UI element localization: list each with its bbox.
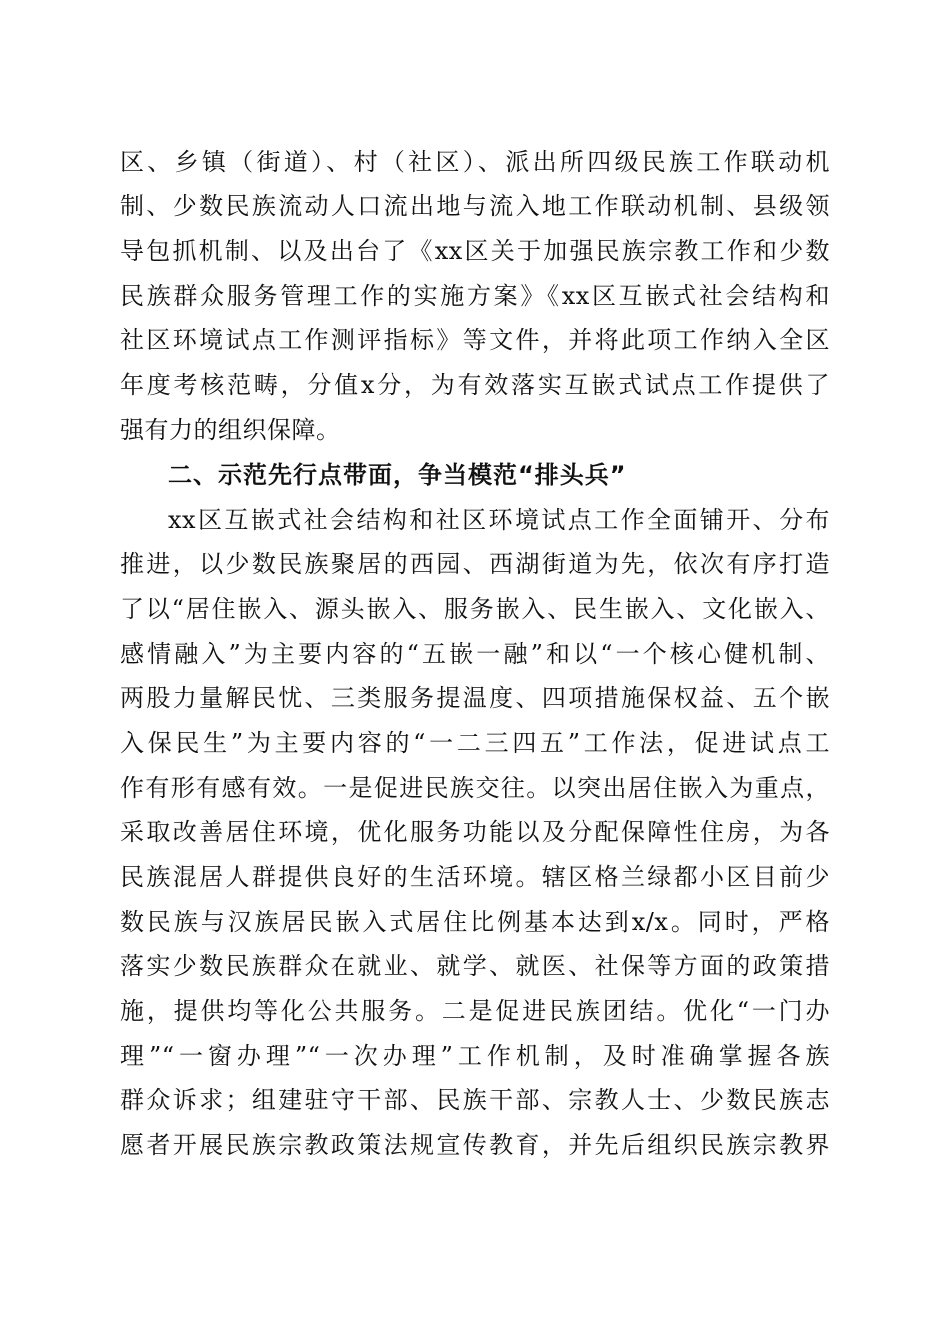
paragraph-2-line: 采取改善居住环境，优化服务功能以及分配保障性住房，为各 [120, 818, 830, 846]
paragraph-2-line: 了以“居住嵌入、源头嵌入、服务嵌入、民生嵌入、文化嵌入、 [120, 595, 830, 623]
paragraph-1-line: 区、乡镇（街道）、村（社区）、派出所四级民族工作联动机 [120, 148, 830, 176]
paragraph-2-line: xx区互嵌式社会结构和社区环境试点工作全面铺开、分布 [168, 506, 830, 534]
paragraph-2-line: 施，提供均等化公共服务。二是促进民族团结。优化“一门办 [120, 997, 830, 1025]
paragraph-2-line: 作有形有感有效。一是促进民族交往。以突出居住嵌入为重点， [120, 774, 830, 802]
section-heading: 二、示范先行点带面，争当模范“排头兵” [168, 461, 627, 489]
paragraph-2-line: 数民族与汉族居民嵌入式居住比例基本达到x/x。同时，严格 [120, 908, 830, 936]
paragraph-1-line: 民族群众服务管理工作的实施方案》《xx区互嵌式社会结构和 [120, 282, 830, 310]
paragraph-2-line: 落实少数民族群众在就业、就学、就医、社保等方面的政策措 [120, 952, 830, 980]
paragraph-1-line: 社区环境试点工作测评指标》等文件，并将此项工作纳入全区 [120, 326, 830, 354]
paragraph-1-line: 制、少数民族流动人口流出地与流入地工作联动机制、县级领 [120, 192, 830, 220]
paragraph-2-line: 群众诉求；组建驻守干部、民族干部、宗教人士、少数民族志 [120, 1086, 830, 1114]
paragraph-2-line: 民族混居人群提供良好的生活环境。辖区格兰绿都小区目前少 [120, 863, 830, 891]
paragraph-1-line: 年度考核范畴，分值x分，为有效落实互嵌式试点工作提供了 [120, 371, 830, 399]
paragraph-1-line: 导包抓机制、以及出台了《xx区关于加强民族宗教工作和少数 [120, 237, 830, 265]
paragraph-2-line: 感情融入”为主要内容的“五嵌一融”和以“一个核心健机制、 [120, 640, 830, 668]
paragraph-2-line: 入保民生”为主要内容的“一二三四五”工作法，促进试点工 [120, 729, 830, 757]
paragraph-2-line: 两股力量解民忧、三类服务提温度、四项措施保权益、五个嵌 [120, 684, 830, 712]
paragraph-1-line: 强有力的组织保障。 [120, 416, 341, 444]
paragraph-2-line: 愿者开展民族宗教政策法规宣传教育，并先后组织民族宗教界 [120, 1131, 830, 1159]
paragraph-2-line: 理”“一窗办理”“一次办理”工作机制，及时准确掌握各族 [120, 1042, 830, 1070]
paragraph-2-line: 推进，以少数民族聚居的西园、西湖街道为先，依次有序打造 [120, 550, 830, 578]
